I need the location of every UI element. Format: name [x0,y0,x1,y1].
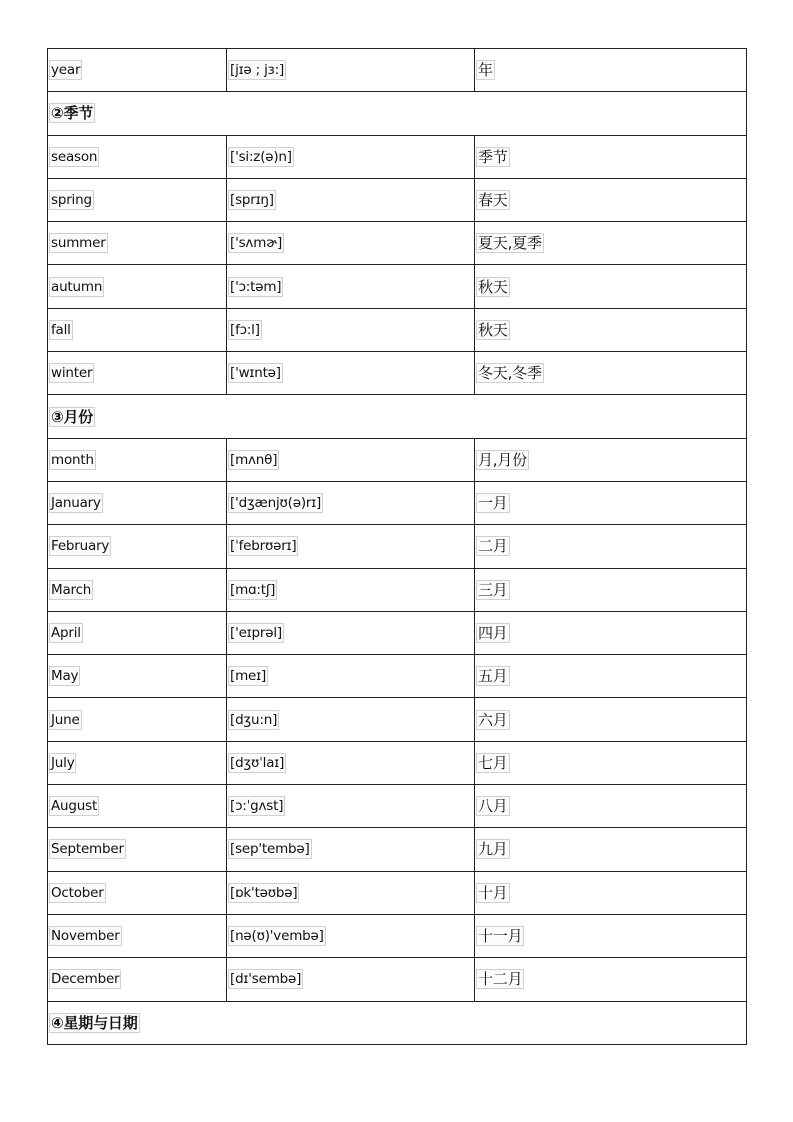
english-word: August [51,798,98,815]
english-word: summer [51,235,106,252]
table-row [48,265,747,308]
meaning-cell [475,785,747,828]
word-cell [48,438,227,481]
phonetic-cell [227,178,475,221]
meaning-cell [475,655,747,698]
meaning-cell [475,958,747,1001]
chinese-meaning: 一月 [478,494,508,513]
meaning-cell [475,352,747,395]
table-row [48,525,747,568]
table-row [48,135,747,178]
phonetic-transcription: [ˈfebrʊərɪ] [230,538,297,555]
chinese-meaning: 十月 [478,883,508,902]
table-row [48,178,747,221]
phonetic-transcription: [dʒʊˈlaɪ] [230,754,285,771]
section-title: ②季节 [51,104,94,123]
english-word: June [51,711,80,728]
word-cell [48,785,227,828]
word-cell [48,352,227,395]
english-word: July [51,754,75,771]
phonetic-transcription: ['wɪntə] [230,365,281,382]
chinese-meaning: 三月 [478,580,508,599]
section-header-cell [48,92,747,135]
meaning-cell [475,568,747,611]
phonetic-transcription: [dʒu:n] [230,711,278,728]
table-row [48,481,747,524]
meaning-cell [475,914,747,957]
chinese-meaning: 二月 [478,537,508,556]
meaning-cell [475,222,747,265]
phonetic-transcription: ['si:z(ə)n] [230,148,292,165]
phonetic-cell [227,525,475,568]
word-cell [48,308,227,351]
table-row [48,698,747,741]
english-word: winter [51,365,93,382]
english-word: December [51,971,120,988]
phonetic-transcription: ['dʒænjʊ(ə)rɪ] [230,495,322,512]
section-title: ④星期与日期 [51,1013,138,1032]
table-row [48,222,747,265]
phonetic-transcription: ['eɪprəl] [230,625,282,641]
phonetic-cell [227,481,475,524]
vocabulary-table [47,48,747,1045]
meaning-cell [475,481,747,524]
phonetic-transcription: [meɪ] [230,668,267,685]
english-word: October [51,884,104,901]
meaning-cell [475,828,747,871]
section-header-row [48,395,747,438]
chinese-meaning: 冬天,冬季 [478,364,542,383]
phonetic-transcription: [fɔ:l] [230,321,260,338]
english-word: March [51,581,92,598]
phonetic-transcription: [mɑ:tʃ] [230,581,276,598]
phonetic-cell [227,828,475,871]
meaning-cell [475,611,747,654]
phonetic-transcription: [ɔ:ˈgʌst] [230,798,284,815]
table-row [48,871,747,914]
phonetic-cell [227,785,475,828]
table-row [48,655,747,698]
chinese-meaning: 八月 [478,797,508,816]
meaning-cell [475,698,747,741]
table-row [48,914,747,957]
section-header-row [48,92,747,135]
table-row [48,828,747,871]
chinese-meaning: 六月 [478,710,508,729]
phonetic-cell [227,568,475,611]
meaning-cell [475,308,747,351]
phonetic-transcription: [jɪə ; jɜ:] [230,62,285,79]
phonetic-cell [227,611,475,654]
chinese-meaning: 年 [478,61,493,80]
chinese-meaning: 春天 [478,191,508,210]
chinese-meaning: 九月 [478,840,508,859]
phonetic-cell [227,49,475,92]
phonetic-cell [227,265,475,308]
chinese-meaning: 秋天 [478,320,508,339]
chinese-meaning: 七月 [478,753,508,772]
english-word: February [51,538,110,555]
word-cell [48,741,227,784]
table-row [48,568,747,611]
table-row [48,438,747,481]
phonetic-cell [227,222,475,265]
table-row [48,308,747,351]
meaning-cell [475,525,747,568]
chinese-meaning: 季节 [478,147,508,166]
english-word: January [51,495,101,512]
phonetic-cell [227,958,475,1001]
chinese-meaning: 十二月 [478,970,523,989]
word-cell [48,222,227,265]
meaning-cell [475,438,747,481]
section-header-cell [48,1001,747,1044]
english-word: September [51,841,124,858]
chinese-meaning: 秋天 [478,277,508,296]
chinese-meaning: 四月 [478,624,508,642]
phonetic-cell [227,741,475,784]
meaning-cell [475,265,747,308]
chinese-meaning: 夏天,夏季 [478,234,542,253]
english-word: year [51,62,81,79]
phonetic-cell [227,135,475,178]
english-word: spring [51,192,92,209]
phonetic-transcription: [nə(ʊ)'vembə] [230,928,324,945]
table-row [48,958,747,1001]
word-cell [48,178,227,221]
word-cell [48,698,227,741]
word-cell [48,568,227,611]
english-word: autumn [51,278,103,295]
table-row [48,785,747,828]
phonetic-transcription: [ɒk'təʊbə] [230,884,298,901]
meaning-cell [475,741,747,784]
word-cell [48,49,227,92]
english-word: November [51,928,120,945]
phonetic-transcription: ['sʌmɚ] [230,235,283,252]
phonetic-cell [227,438,475,481]
meaning-cell [475,178,747,221]
phonetic-cell [227,352,475,395]
meaning-cell [475,871,747,914]
phonetic-transcription: [dɪ'sembə] [230,971,302,988]
section-header-cell [48,395,747,438]
section-title: ③月份 [51,407,94,426]
word-cell [48,611,227,654]
table-row [48,741,747,784]
word-cell [48,481,227,524]
english-word: month [51,451,94,468]
section-header-row [48,1001,747,1044]
english-word: May [51,668,79,685]
phonetic-transcription: ['ɔ:təm] [230,278,282,295]
table-row [48,611,747,654]
english-word: season [51,148,98,165]
word-cell [48,871,227,914]
meaning-cell [475,135,747,178]
phonetic-cell [227,308,475,351]
table-row [48,49,747,92]
word-cell [48,655,227,698]
word-cell [48,525,227,568]
meaning-cell [475,49,747,92]
chinese-meaning: 五月 [478,667,508,686]
word-cell [48,958,227,1001]
chinese-meaning: 十一月 [478,927,523,946]
word-cell [48,914,227,957]
phonetic-cell [227,871,475,914]
english-word: April [51,625,81,641]
word-cell [48,828,227,871]
table-row [48,352,747,395]
phonetic-cell [227,655,475,698]
phonetic-cell [227,914,475,957]
chinese-meaning: 月,月份 [478,450,527,469]
phonetic-transcription: [mʌnθ] [230,451,278,468]
document-page [47,48,746,1045]
phonetic-transcription: [sprɪŋ] [230,192,274,209]
english-word: fall [51,321,71,338]
phonetic-transcription: [sep'tembə] [230,841,310,858]
phonetic-cell [227,698,475,741]
word-cell [48,135,227,178]
word-cell [48,265,227,308]
